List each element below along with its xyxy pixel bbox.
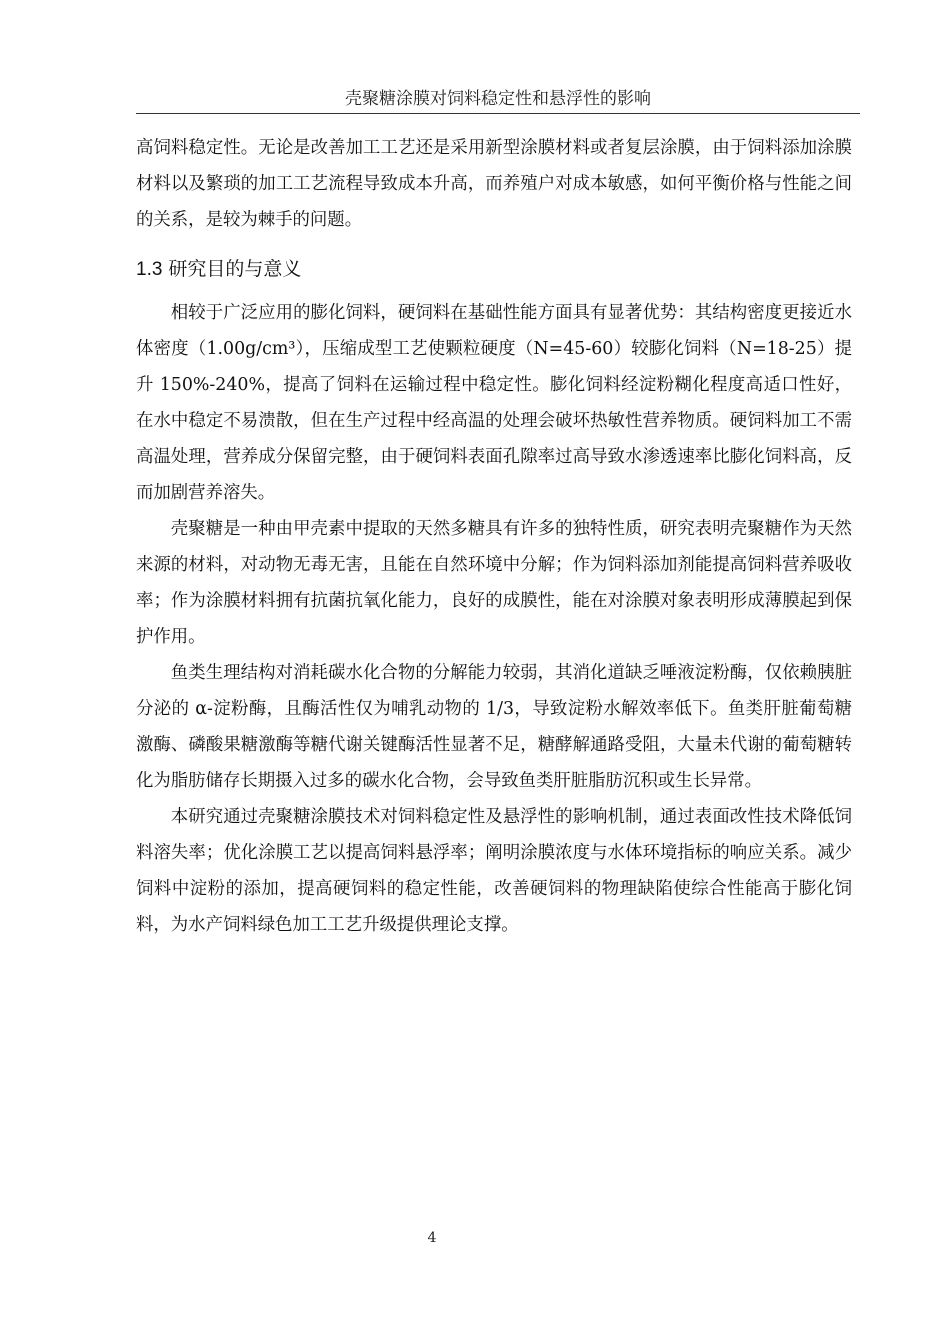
running-header: 壳聚糖涂膜对饲料稳定性和悬浮性的影响 (345, 89, 651, 109)
section-heading (136, 252, 852, 287)
header-divider (136, 113, 860, 114)
body-paragraph: 壳聚糖是一种由甲壳素中提取的天然多糖具有许多的独特性质，研究表明壳聚糖作为天然来源的材料，对动物无毒无害，且能在自然环境中分解；作为饲料添加剂能提高饲料营养吸收率；作为涂膜材料拥有抗菌抗氧化能力，良好的成膜性，能在对涂膜对象表明形成薄膜起到保护作用。 (136, 519, 852, 647)
page-body (136, 130, 852, 943)
section-title: 研究目的与意义 (168, 258, 302, 280)
continued-paragraph: 高饲料稳定性。无论是改善加工工艺还是采用新型涂膜材料或者复层涂膜，由于饲料添加涂膜材料以及繁琐的加工工艺流程导致成本升高，而养殖户对成本敏感，如何平衡价格与性能之间的关系，是较为棘手的问题。 (136, 138, 852, 230)
section-number: 1.3 (136, 259, 163, 280)
body-paragraph: 相较于广泛应用的膨化饲料，硬饲料在基础性能方面具有显著优势：其结构密度更接近水体密度（1.00g/cm³），压缩成型工艺使颗粒硬度（N=45-60）较膨化饲料（N=18-25）提升 150%-240%，提高了饲料在运输过程中稳定性。膨化饲料经淀粉糊化程度高适口性好，在水中稳定不易溃散，但在生产过程中经高温的处理会破坏热敏性营养物质。硬饲料加工不需高温处理，营养成分保留完整，由于硬饲料表面孔隙率过高导致水渗透速率比膨化饲料高，反而加剧营养溶失。 (136, 303, 852, 503)
body-paragraph: 鱼类生理结构对消耗碳水化合物的分解能力较弱，其消化道缺乏唾液淀粉酶，仅依赖胰脏分泌的 α-淀粉酶，且酶活性仅为哺乳动物的 1/3，导致淀粉水解效率低下。鱼类肝脏葡萄糖激酶、磷酸果糖激酶等糖代谢关键酶活性显著不足，糖酵解通路受阻，大量未代谢的葡萄糖转化为脂肪储存长期摄入过多的碳水化合物，会导致鱼类肝脏脂肪沉积或生长异常。 (136, 663, 852, 791)
page-number: 4 (427, 1230, 437, 1246)
body-paragraph: 本研究通过壳聚糖涂膜技术对饲料稳定性及悬浮性的影响机制，通过表面改性技术降低饲料溶失率；优化涂膜工艺以提高饲料悬浮率；阐明涂膜浓度与水体环境指标的响应关系。减少饲料中淀粉的添加，提高硬饲料的稳定性能，改善硬饲料的物理缺陷使综合性能高于膨化饲料，为水产饲料绿色加工工艺升级提供理论支撑。 (136, 807, 852, 935)
